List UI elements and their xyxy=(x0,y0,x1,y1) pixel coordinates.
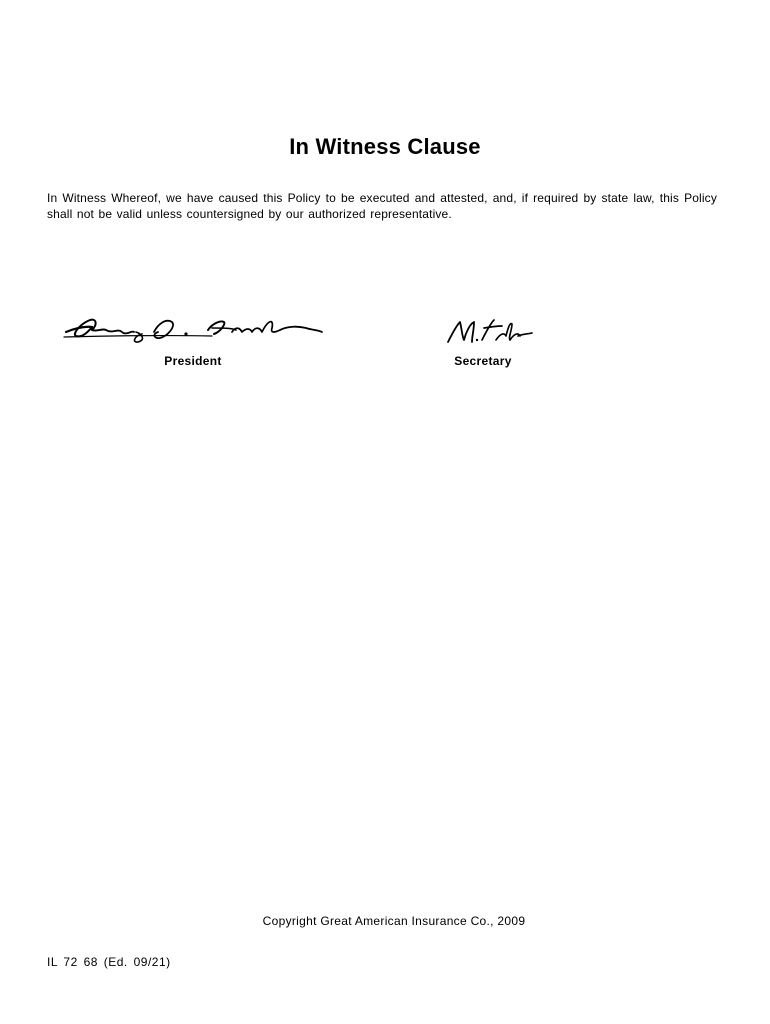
document-title: In Witness Clause xyxy=(289,134,481,159)
form-identifier: IL 72 68 (Ed. 09/21) xyxy=(47,955,171,969)
secretary-signature xyxy=(444,316,536,346)
witness-clause-text: In Witness Whereof, we have caused this Policy to be executed and attested, and, if required by state law, this Policy shall not be valid unless countersigned by our authorized representative. xyxy=(47,191,717,221)
copyright-notice: Copyright Great American Insurance Co., 2009 xyxy=(262,914,526,928)
president-label: President xyxy=(164,354,222,368)
president-signature xyxy=(62,310,330,352)
secretary-label: Secretary xyxy=(454,354,512,368)
